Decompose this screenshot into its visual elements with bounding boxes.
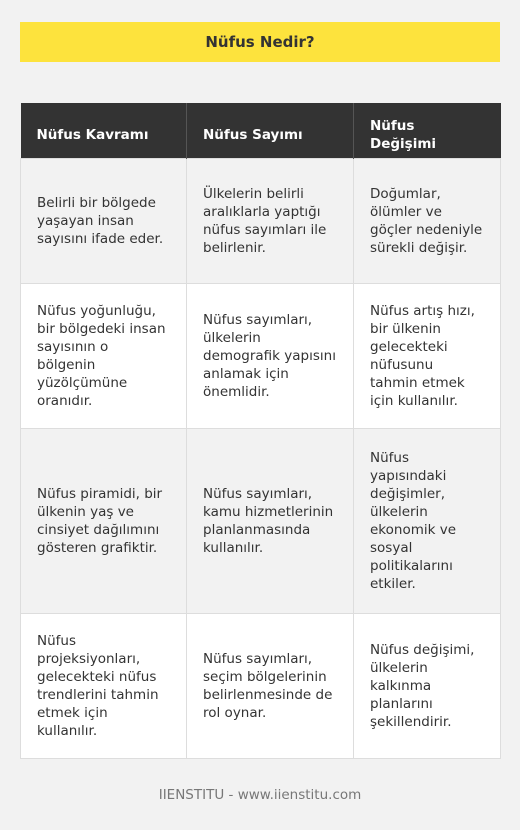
column-header-sayim: Nüfus Sayımı bbox=[187, 103, 354, 158]
table-cell: Nüfus sayımları, seçim bölgelerinin belirlenmesinde de rol oynar. bbox=[187, 613, 354, 758]
table-row bbox=[21, 283, 501, 428]
table-header-row bbox=[21, 103, 501, 158]
table-cell: Doğumlar, ölümler ve göçler nedeniyle sürekli değişir. bbox=[354, 158, 501, 283]
table-row bbox=[21, 158, 501, 283]
table-cell: Nüfus yoğunluğu, bir bölgedeki insan sayısının o bölgenin yüzölçümüne oranıdır. bbox=[21, 283, 187, 428]
column-header-kavram: Nüfus Kavramı bbox=[21, 103, 187, 158]
table-cell: Nüfus sayımları, kamu hizmetlerinin planlanmasında kullanılır. bbox=[187, 428, 354, 613]
table-row bbox=[21, 428, 501, 613]
table-cell: Nüfus sayımları, ülkelerin demografik yapısını anlamak için önemlidir. bbox=[187, 283, 354, 428]
table-cell: Nüfus değişimi, ülkelerin kalkınma planlarını şekillendirir. bbox=[354, 613, 501, 758]
footer-credit: IIENSTITU - www.iienstitu.com bbox=[158, 787, 362, 803]
table-cell: Nüfus projeksiyonları, gelecekteki nüfus trendlerini tahmin etmek için kullanılır. bbox=[21, 613, 187, 758]
table-row bbox=[21, 613, 501, 758]
page-title: Nüfus Nedir? bbox=[20, 22, 500, 62]
table-cell: Ülkelerin belirli aralıklarla yaptığı nüfus sayımları ile belirlenir. bbox=[187, 158, 354, 283]
info-table bbox=[20, 103, 501, 759]
table-cell: Nüfus piramidi, bir ülkenin yaş ve cinsiyet dağılımını gösteren grafiktir. bbox=[21, 428, 187, 613]
table-cell: Nüfus artış hızı, bir ülkenin gelecekteki nüfusunu tahmin etmek için kullanılır. bbox=[354, 283, 501, 428]
table-cell: Nüfus yapısındaki değişimler, ülkelerin ekonomik ve sosyal politikalarını etkiler. bbox=[354, 428, 501, 613]
table-cell: Belirli bir bölgede yaşayan insan sayısını ifade eder. bbox=[21, 158, 187, 283]
column-header-degisim: Nüfus Değişimi bbox=[354, 103, 501, 158]
